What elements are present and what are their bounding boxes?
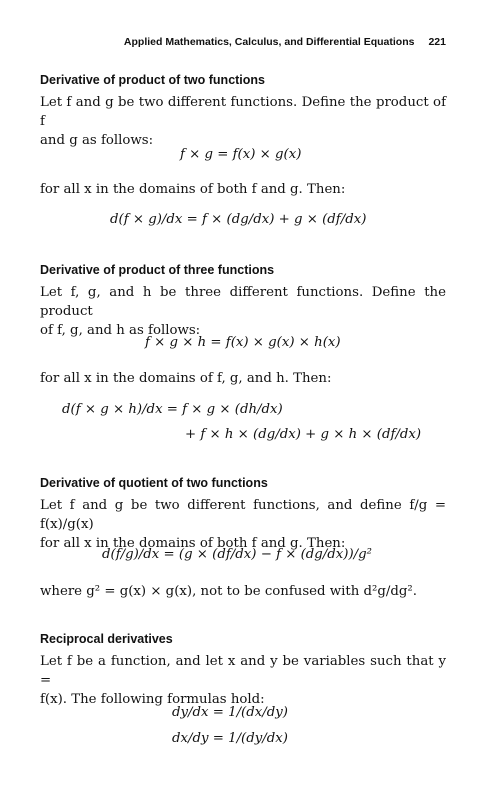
section-intro-product-two: Let f and g be two different functions. Define the product of f and g as follows: [40, 95, 446, 148]
section-intro-quotient: Let f and g be two different functions, and define f/g = f(x)/g(x) for all x in the domains of both f and g. Then: [40, 498, 446, 551]
section-intro-product-three: Let f, g, and h be three different functions. Define the product of f, g, and h as follows: [40, 285, 446, 338]
running-title: Applied Mathematics, Calculus, and Differential Equations [123, 36, 415, 48]
section-text-product-three: for all x in the domains of f, g, and h. Then: [40, 371, 332, 386]
section-heading-product-three: Derivative of product of three functions [40, 263, 275, 277]
equation-product-two-derivative: d(f × g)/dx = f × (dg/dx) + g × (df/dx) [110, 212, 367, 227]
section-text-quotient: where g² = g(x) × g(x), not to be confused with d²g/dg². [40, 584, 417, 599]
section-intro-reciprocal: Let f be a function, and let x and y be variables such that y = f(x). The following formulas hold: [40, 654, 446, 707]
equation-product-three-derivative-line1: d(f × g × h)/dx = f × g × (dh/dx) [62, 402, 283, 417]
equation-product-three-definition: f × g × h = f(x) × g(x) × h(x) [145, 335, 341, 350]
section-text-product-two: for all x in the domains of both f and g. Then: [40, 182, 346, 197]
equation-quotient-derivative: d(f/g)/dx = (g × (df/dx) − f × (dg/dx))/g² [102, 547, 372, 562]
equation-reciprocal-dxdy: dx/dy = 1/(dy/dx) [172, 731, 288, 746]
running-header [40, 36, 446, 52]
page-number: 221 [428, 36, 446, 48]
section-heading-reciprocal: Reciprocal derivatives [40, 632, 173, 646]
equation-reciprocal-dydx: dy/dx = 1/(dx/dy) [172, 705, 288, 720]
equation-product-two-definition: f × g = f(x) × g(x) [180, 147, 302, 162]
section-heading-product-two: Derivative of product of two functions [40, 73, 266, 87]
section-heading-quotient: Derivative of quotient of two functions [40, 476, 268, 490]
equation-product-three-derivative-line2: + f × h × (dg/dx) + g × h × (df/dx) [185, 427, 422, 442]
